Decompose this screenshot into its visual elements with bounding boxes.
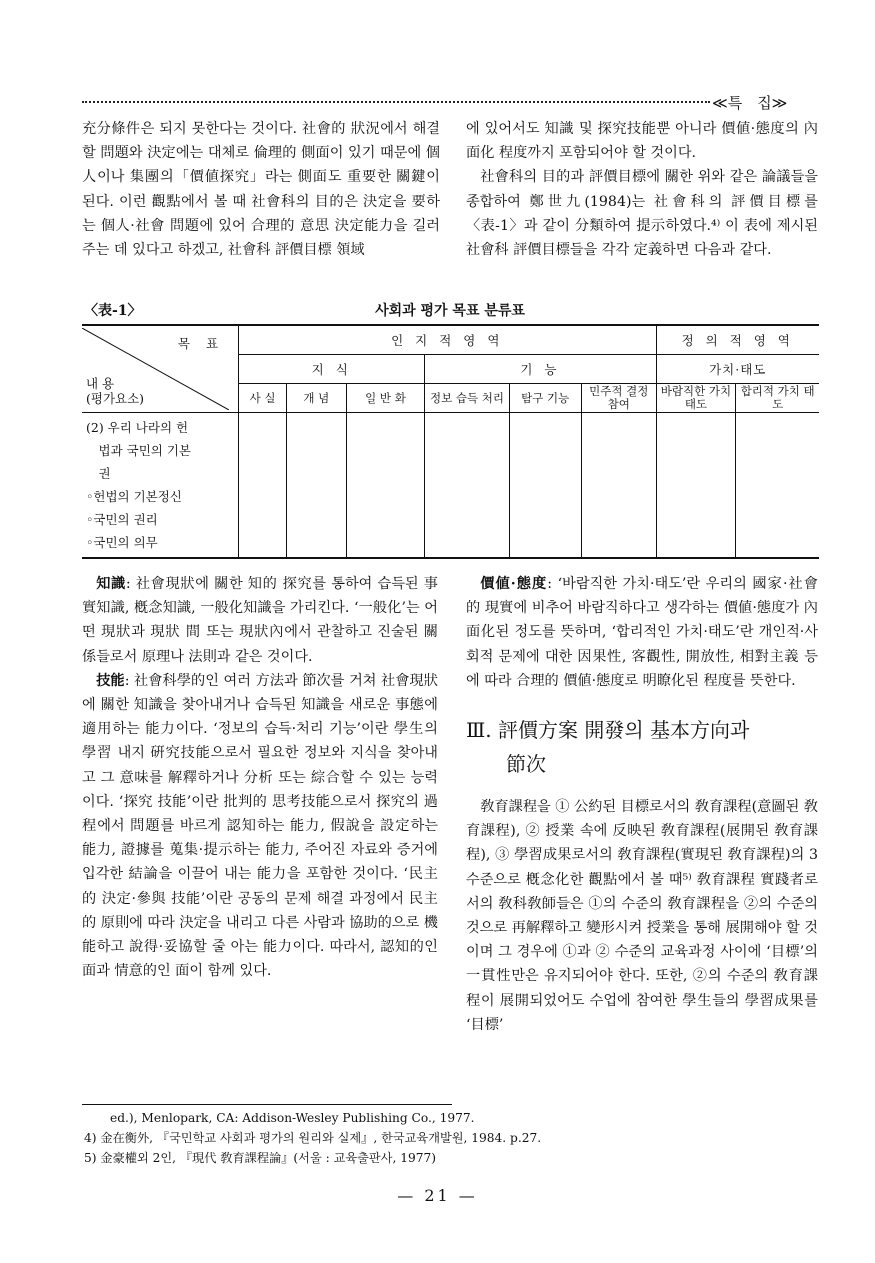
subheader-rational-value: 합리적 가치 태도 (736, 384, 819, 413)
footnote: ed.), Menlopark, CA: Addison-Wesley Publishing Co., 1977. (110, 1111, 475, 1125)
corner-bottom-line-1: 내 용 (86, 376, 115, 391)
top-right-column (466, 117, 818, 262)
page-number: — 21 — (397, 1186, 478, 1205)
table-cell (239, 413, 287, 559)
term: 價値·態度 (480, 576, 548, 592)
table-content-cell (82, 413, 239, 559)
term: 知識 (96, 576, 126, 592)
subheader-desirable-value: 바람직한 가치 태도 (656, 384, 736, 413)
objective-table (82, 324, 819, 559)
paragraph: 社會科의 目的과 評價目標에 關한 위와 같은 論議들을 종합하여 鄭世九(1984)는 社會科의 評價目標를 〈表-1〉과 같이 分類하여 提示하였다.⁴⁾ 이 表에 제시된 社會科 評價目標들을 각각 定義하면 다음과 같다. (466, 169, 818, 259)
category-value-header: 가치·태도 (656, 355, 819, 384)
content-line: ◦국민의 권리 (86, 512, 158, 527)
corner-bottom-label (86, 376, 144, 406)
paragraph: 充分條件은 되지 못한다는 것이다. 社會的 狀況에서 해결할 問題와 決定에는 대체로 倫理的 側面이 있기 때문에 個人이나 集團의「價値探究」라는 側面도 重要한 關鍵이 된다. 이런 觀點에서 볼 때 社會科의 目的은 決定을 要하는 個人·社會 問題에 있어 合理的 意思 決定能力을 길러주는 데 있다고 하겠고, 社會科 評價目標 領域 (82, 121, 440, 259)
section-heading-line-1: Ⅲ. 評價方案 開發의 基本方向과 (466, 718, 750, 743)
content-line: ◦국민의 의무 (86, 535, 158, 550)
table-cell (425, 413, 509, 559)
content-line: ◦헌법의 기본정신 (86, 489, 182, 504)
subheader-info-processing: 정보 습득 처리 (425, 384, 509, 413)
definition-text: : ‘바람직한 가치·태도’란 우리의 國家·社會的 現實에 비추어 바람직하다고 생각하는 價値·態度가 內面化된 정도를 뜻하며, ‘합리적인 가치·태도’란 개인적·사회적 문제에 대한 因果性, 客觀性, 開放性, 相對主義 등에 따라 合理的 價値·態度로 明瞭化된 程度를 뜻한다. (466, 576, 818, 689)
content-line: (2) 우리 나라의 헌 (86, 420, 189, 435)
subheader-democratic-decision: 민주적 결정 참여 (581, 384, 656, 413)
table-cell (736, 413, 819, 559)
paragraph: 에 있어서도 知識 및 探究技能뿐 아니라 價値·態度의 內面化 程度까지 포함되어야 할 것이다. (466, 121, 818, 162)
footnote: 5) 金豪權외 2인, 『現代 敎育課程論』(서울 : 교육출판사, 1977) (84, 1151, 436, 1165)
corner-top-label: 목 표 (177, 336, 225, 351)
definition-value (466, 572, 818, 693)
subheader-inquiry: 탐구 기능 (509, 384, 581, 413)
header-rule (82, 101, 710, 103)
table-cell (286, 413, 346, 559)
table-title: 사회과 평가 목표 분류표 (375, 303, 525, 319)
subheader-generalization: 일 반 화 (346, 384, 425, 413)
paragraph: 敎育課程을 ① 公約된 目標로서의 敎育課程(意圖된 敎育課程), ② 授業 속에 反映된 敎育課程(展開된 敎育課程), ③ 學習成果로서의 敎育課程(實現된 敎育課程)의 3 수준으로 槪念化한 觀點에서 볼 때⁵⁾ 敎育課程 實踐者로서의 敎科敎師들은 ①의 수준의 敎育課程을 ②의 수준의 것으로 再解釋하고 變形시켜 授業을 통해 展開해야 할 것이며 그 경우에 ①과 ② 수준의 교육과정 사이에 ‘目標’의 一貫性만은 유지되어야 한다. 또한, ②의 수준의 敎育課程이 展開되었어도 수업에 참여한 學生들의 學習成果를 ‘目標’ (466, 799, 818, 1033)
term: 技能 (96, 672, 125, 689)
category-skill-header: 기 능 (425, 355, 656, 384)
definition-knowledge (82, 572, 438, 669)
section-tag: ≪특 집≫ (712, 94, 788, 112)
table-label: 〈表-1〉 (84, 303, 142, 319)
domain-affective-header: 정 의 적 영 역 (656, 325, 819, 355)
section-heading-line-2: 節次 (506, 752, 546, 777)
category-knowledge-header: 지 식 (239, 355, 425, 384)
definition-text: : 社會現狀에 關한 知的 探究를 통하여 습득된 事實知識, 槪念知識, 一般化知識을 가리킨다. ‘一般化’는 어떤 現狀과 現狀 間 또는 現狀內에서 관찰하고 진술된 關係들로서 原理나 法則과 같은 것이다. (82, 576, 438, 665)
content-line: 권 (86, 466, 111, 481)
subheader-fact: 사 실 (239, 384, 287, 413)
table-cell (509, 413, 581, 559)
bottom-left-column (82, 572, 438, 983)
corner-bottom-line-2: (평가요소) (86, 391, 145, 406)
footnote-rule (82, 1104, 452, 1105)
table-cell (581, 413, 656, 559)
top-left-column (82, 117, 440, 262)
footnote: 4) 金在衡外, 『국민학교 사회과 평가의 원리와 실제』, 한국교육개발원, 1984. p.27. (84, 1131, 542, 1145)
definition-text: : 社會科學的인 여러 方法과 節次를 거쳐 社會現狀에 關한 知識을 찾아내거나 습득된 知識을 새로운 事態에 適用하는 能力이다. ‘정보의 습득·처리 기능’이란 學生의 學習 내지 硏究技能으로서 필요한 정보와 지식을 찾아내고 그 意味를 解釋하거나 分析 또는 綜合할 수 있는 능력이다. ‘探究 技能’이란 批判的 思考技能으로서 探究의 過程에서 問題를 바르게 認知하는 能力, 假說을 設定하는 能力, 證據를 蒐集·提示하는 能力, 주어진 자료와 증거에 입각한 結論을 이끌어 내는 能力을 포함한 것이다. ‘民主的 決定·參與 技能’이란 공동의 문제 해결 과정에서 民主的 原則에 따라 決定을 내리고 다른 사람과 協助的으로 機能하고 說得·妥協할 줄 아는 能力이다. 따라서, 認知的인 面과 情意的인 面이 함께 있다. (82, 672, 438, 980)
domain-cognitive-header: 인 지 적 영 역 (239, 325, 656, 355)
subheader-concept: 개 념 (286, 384, 346, 413)
footnotes (84, 1108, 824, 1168)
bottom-right-column (466, 572, 818, 1037)
section-heading (466, 713, 818, 781)
content-line: 법과 국민의 기본 (86, 443, 191, 458)
table-corner-cell (82, 325, 239, 413)
definition-skill (82, 669, 438, 984)
table-cell (346, 413, 425, 559)
table-cell (656, 413, 736, 559)
